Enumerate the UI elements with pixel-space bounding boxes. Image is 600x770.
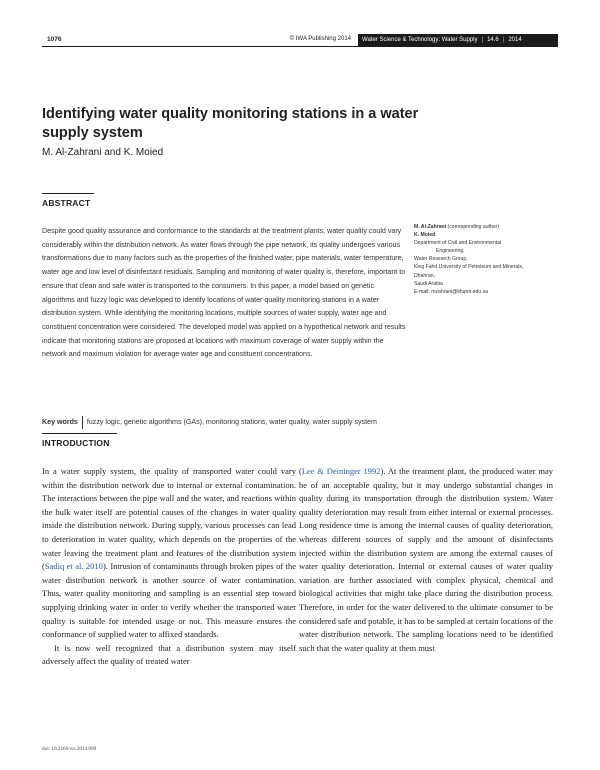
citation-link[interactable]: Sadiq et al. 2010 [44,561,103,572]
doi: doi: 10.2166/ws.2014.069 [42,746,97,752]
author-affiliation [414,223,564,296]
intro-paragraph-continued [299,465,553,655]
banner-divider: | [481,37,484,43]
abstract-heading: ABSTRACT [42,198,91,208]
abstract-rule [42,193,94,194]
intro-paragraph-2: It is now well recognized that a distribution system may itself adversely affect the quality of treated water [42,642,296,667]
country: Saudi Arabia [414,280,443,287]
journal-banner [358,34,558,46]
citation-link[interactable]: Lee & Deininger 1992 [301,466,381,476]
corresponding-note: (corresponding author) [447,224,500,230]
banner-divider: | [502,37,505,43]
author1-name: M. Al-Zahrani [414,224,447,230]
keywords-label: Key words [42,418,78,426]
journal-year: 2014 [508,37,522,43]
keywords-list: fuzzy logic, genetic algorithms (GAs), monitoring stations, water quality, water supply system [82,416,377,429]
volume-issue: 14.6 [487,37,499,43]
intro-text: In a water supply system, the quality of transported water could vary within the distribution network due to internal or external contamination. The interactions between the pipe wall and the water, and reactions within the bulk water itself are potential causes of the changes in water quality inside the distribution network. During supply, various processes can lead to deterioration in water quality, which depends on the properties of the water leaving the treatment plant and features of the distribution system ( [42,466,296,572]
university: King Fahd University of Petroleum and Minerals, [414,264,524,271]
journal-name: Water Science & Technology: Water Supply [362,37,478,43]
author2-name: K. Moied [414,232,436,239]
keywords [42,416,407,429]
abstract-text: Despite good quality assurance and conformance to the standards at the treatment plants, water quality could vary considerably within the distribution network. As water flows through the pipe network, its quality undergoes various transformations due to many factors such as the properties of the finished water, pipe materials, water temperature, water age and low level of disinfectant residuals. Sampling and monitoring of water quality is, therefore, important to ensure that clean and safe water is transported to the consumers. In this paper, a model based on genetic algorithms and fuzzy logic was developed to identify locations of water quality monitoring stations in a water distribution system. While identifying the monitoring locations, multiple sources of water supply, water age and constituent concentration were considered. The developed model was applied on a hypothetical network and results indicate that monitoring stations are proposed at locations with maximum coverage of water supply within the network and maximum violation for average water age and constituent concentrations. [42,227,406,359]
intro-text: ). At the treatment plant, the produced water may be of an acceptable quality, but it may undergo substantial changes in quality during its transportation through the distribution system. Water quality deterioration may result from either internal or external processes. Long residence time is among the internal causes of quality deterioration, whereas different sources of supply and the amount of disinfectants injected within the distribution system are among the external causes of water quality deterioration. Internal or external causes of water quality variation are further associated with complex physical, chemical and biological activities that might take place during the distribution process. Therefore, in order for the water delivered to the ultimate consumer to be considered safe and potable, it has to be sampled at certain locations of the water distribution network. The sampling locations need to be identified such that the water quality at them must [299,466,553,653]
introduction-heading: INTRODUCTION [42,438,110,448]
body-column-right [299,465,553,655]
research-group: Water Research Group, [414,256,468,263]
copyright-notice: © IWA Publishing 2014 [289,36,351,42]
article-authors: M. Al-Zahrani and K. Moied [42,147,164,158]
department: Department of Civil and Environmental [414,240,502,247]
intro-text: ). Intrusion of contaminants through broken pipes of the water distribution network is another source of water contamination. Thus, water quality monitoring and sampling is an essential step toward supplying drinking water in order to verify whether the transported water quality is suitable for intended usage or not. This measure ensures the conformance of supplied water to affixed standards. [42,561,296,640]
header-rule [42,46,558,47]
page-number: 1076 [47,36,62,43]
running-header [42,34,558,47]
department-cont: Engineering, [436,248,465,255]
introduction-rule [42,433,117,434]
city: Dhahran, [414,272,435,279]
email-address: E-mail: mzahrani@kfupm.edu.sa [414,288,488,295]
body-column-left [42,465,296,669]
intro-text: ( [299,466,302,476]
article-title: Identifying water quality monitoring stations in a water supply system [42,106,419,141]
intro-paragraph-1 [42,465,296,642]
